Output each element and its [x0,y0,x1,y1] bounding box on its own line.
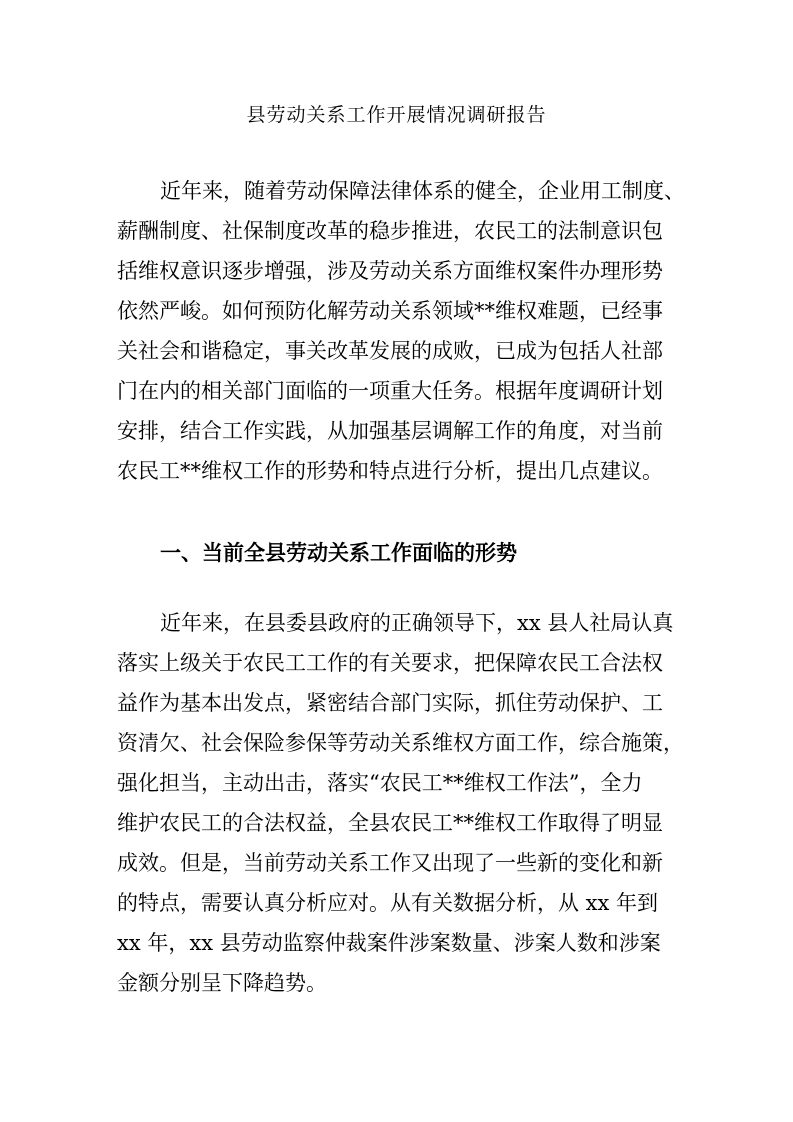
intro-paragraph-line: 门在内的相关部门面临的一项重大任务。根据年度调研计划 [117,379,663,403]
intro-paragraph-line: 薪酬制度、社保制度改革的稳步推进，农民工的法制意识包 [117,219,663,243]
intro-paragraph-line: 近年来，随着劳动保障法律体系的健全，企业用工制度、 [160,179,685,203]
section-paragraph-line: xx 年，xx 县劳动监察仲裁案件涉案数量、涉案人数和涉案 [117,931,661,955]
intro-paragraph-line: 安排，结合工作实践，从加强基层调解工作的角度，对当前 [117,419,663,443]
section-paragraph-line: 金额分别呈下降趋势。 [117,971,327,995]
section-paragraph-line: 强化担当，主动出击，落实“农民工**维权工作法”，全力 [117,771,643,795]
section-paragraph-line: 维护农民工的合法权益，全县农民工**维权工作取得了明显 [117,811,663,835]
intro-paragraph-line: 括维权意识逐步增强，涉及劳动关系方面维权案件办理形势 [117,259,663,283]
intro-paragraph-line: 农民工**维权工作的形势和特点进行分析，提出几点建议。 [117,459,663,483]
section-heading: 一、当前全县劳动关系工作面临的形势 [160,540,517,565]
section-paragraph-line: 资清欠、社会保险参保等劳动关系维权方面工作，综合施策， [117,731,684,755]
section-paragraph-line: 落实上级关于农民工工作的有关要求，把保障农民工合法权 [117,651,663,675]
section-paragraph-line: 益作为基本出发点，紧密结合部门实际，抓住劳动保护、工 [117,691,663,715]
section-paragraph-line: 成效。但是，当前劳动关系工作又出现了一些新的变化和新 [117,851,663,875]
section-paragraph-line: 的特点，需要认真分析应对。从有关数据分析，从 xx 年到 [117,891,659,915]
intro-paragraph-line: 依然严峻。如何预防化解劳动关系领域**维权难题，已经事 [117,299,663,323]
document-title: 县劳动关系工作开展情况调研报告 [246,104,547,126]
intro-paragraph-line: 关社会和谐稳定，事关改革发展的成败，已成为包括人社部 [117,339,663,363]
section-paragraph-line: 近年来，在县委县政府的正确领导下，xx 县人社局认真 [160,611,674,635]
